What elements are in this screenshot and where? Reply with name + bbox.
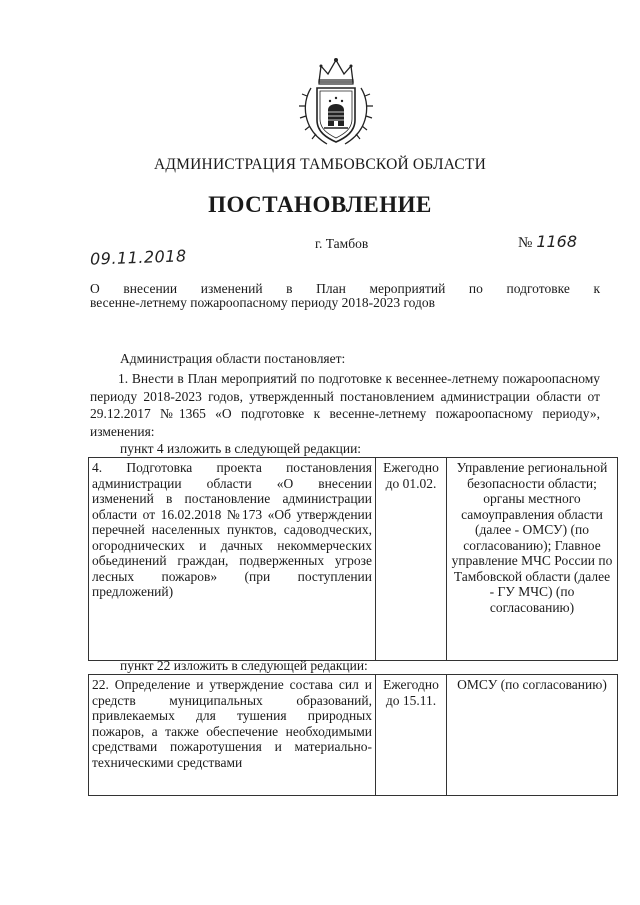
measure-cell: 22. Определение и утверждение состава сил и средств муниципальных образований, привлекаемых для тушения природных пожаров, а также обеспечение необходимыми средствами пожаротушения и материально-техническими средствами [89,675,376,796]
plan-table-point-4 [88,457,618,661]
point-4-intro: пункт 4 изложить в следующей редакции: [120,441,362,456]
measure-cell: 4. Подготовка проекта постановления администрации области «О внесении изменений в постановление администрации области от 16.02.2018 №173 «Об утверждении перечней населенных пунктов, садоводческих, огороднических и дачных некоммерческих обьединений граждан, подверженных угрозе лесных пожаров» (при поступлении предложений) [89,458,376,661]
number-value: 1168 [536,232,578,251]
coat-of-arms-icon [297,52,375,150]
document-city: г. Тамбов [315,236,369,251]
deadline-cell: Ежегодно до 01.02. [376,458,447,661]
item-1-text: 1. Внести в План мероприятий по подготовке к весеннее-летнему пожароопасному периоду 2018-2023 годов, утвержденный постановлением администрации области от 29.12.2017 №1365 «О подготовке к весенне-летнему пожароопасному периоду», изменения: [90,371,600,439]
document-date: 09.11.2018 [89,246,187,269]
document-number [518,232,577,252]
subject-line-2: весенне-летнему пожароопасному периоду 2018-2023 годов [90,295,435,310]
preamble: Администрация области постановляет: [120,351,346,366]
table-row [89,675,618,796]
responsible-cell: Управление региональной безопасности области; органы местного самоуправления области (далее - ОМСУ) (по согласованию); Главное управление МЧС России по Тамбовской области (далее - ГУ МЧС) (по согласованию) [447,458,618,661]
table-row [89,458,618,661]
deadline-cell: Ежегодно до 15.11. [376,675,447,796]
number-prefix: № [518,235,533,251]
plan-table-point-22 [88,674,618,796]
point-22-intro: пункт 22 изложить в следующей редакции: [120,658,368,673]
responsible-cell: ОМСУ (по согласованию) [447,675,618,796]
document-type: ПОСТАНОВЛЕНИЕ [208,192,432,217]
subject-line-1: О внесении изменений в План мероприятий по подготовке к [90,281,600,296]
organization-title: АДМИНИСТРАЦИЯ ТАМБОВСКОЙ ОБЛАСТИ [154,156,486,173]
